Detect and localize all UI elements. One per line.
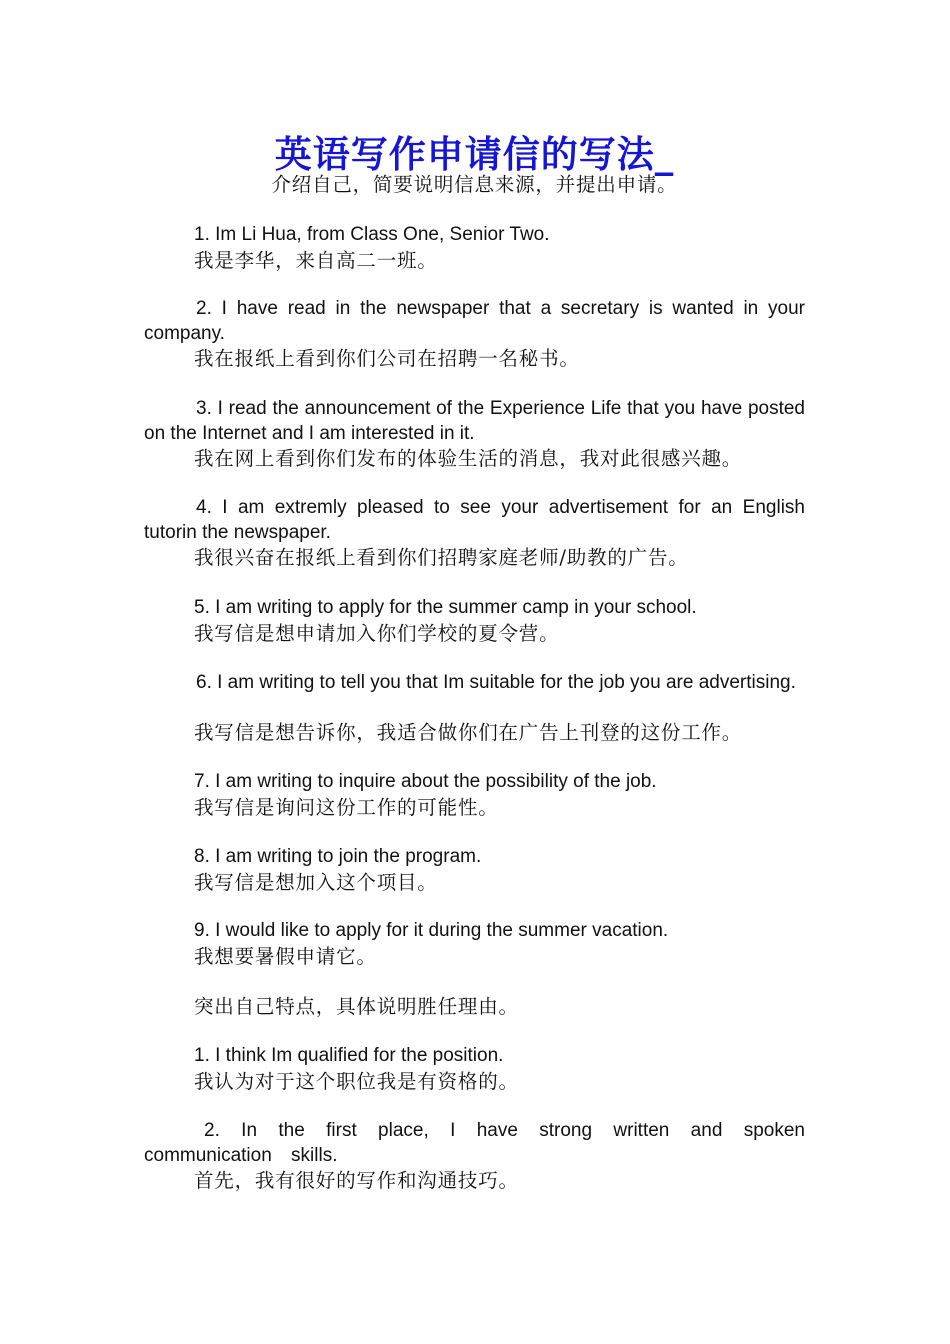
s2-item-2-en: 2. In the first place, I have strong written and spoken communication skills. xyxy=(144,1120,805,1166)
intro-text: 介绍自己，简要说明信息来源，并提出申请。 xyxy=(271,173,678,196)
s1-item-9-zh: 我想要暑假申请它。 xyxy=(194,945,377,968)
s2-item-1-zh: 我认为对于这个职位我是有资格的。 xyxy=(194,1070,519,1093)
s1-item-7-en: 7. I am writing to inquire about the possibility of the job. xyxy=(194,771,657,792)
document-title: 英语写作申请信的写法_ xyxy=(274,132,675,176)
section2-heading: 突出自己特点，具体说明胜任理由。 xyxy=(194,995,519,1018)
s1-item-9-en: 9. I would like to apply for it during the summer vacation. xyxy=(194,920,669,941)
s1-item-4-zh: 我很兴奋在报纸上看到你们招聘家庭老师/助教的广告。 xyxy=(194,546,689,569)
s2-item-2-zh: 首先，我有很好的写作和沟通技巧。 xyxy=(194,1169,519,1192)
s1-item-6-en: 6. I am writing to tell you that Im suitable for the job you are advertising. xyxy=(196,672,796,693)
s1-item-3-zh: 我在网上看到你们发布的体验生活的消息，我对此很感兴趣。 xyxy=(194,447,743,470)
s1-item-5-en: 5. I am writing to apply for the summer camp in your school. xyxy=(194,597,697,618)
s1-item-5-zh: 我写信是想申请加入你们学校的夏令营。 xyxy=(194,622,560,645)
s1-item-3-en: 3. I read the announcement of the Experience Life that you have posted on the Internet and I am interested in it. xyxy=(144,398,805,444)
s1-item-1-en: 1. Im Li Hua, from Class One, Senior Two. xyxy=(194,224,550,245)
s1-item-7-zh: 我写信是询问这份工作的可能性。 xyxy=(194,796,499,819)
s1-item-1-zh: 我是李华，来自高二一班。 xyxy=(194,249,438,272)
s1-item-8-en: 8. I am writing to join the program. xyxy=(194,846,482,867)
s1-item-4-en: 4. I am extremly pleased to see your advertisement for an English tutorin the newspaper. xyxy=(144,497,805,543)
s2-item-1-en: 1. I think Im qualified for the position. xyxy=(194,1045,504,1066)
s1-item-8-zh: 我写信是想加入这个项目。 xyxy=(194,871,438,894)
s1-item-2-zh: 我在报纸上看到你们公司在招聘一名秘书。 xyxy=(194,347,580,370)
s1-item-2-en: 2. I have read in the newspaper that a secretary is wanted in your company. xyxy=(144,298,805,344)
s1-item-6-zh: 我写信是想告诉你，我适合做你们在广告上刊登的这份工作。 xyxy=(194,721,743,744)
